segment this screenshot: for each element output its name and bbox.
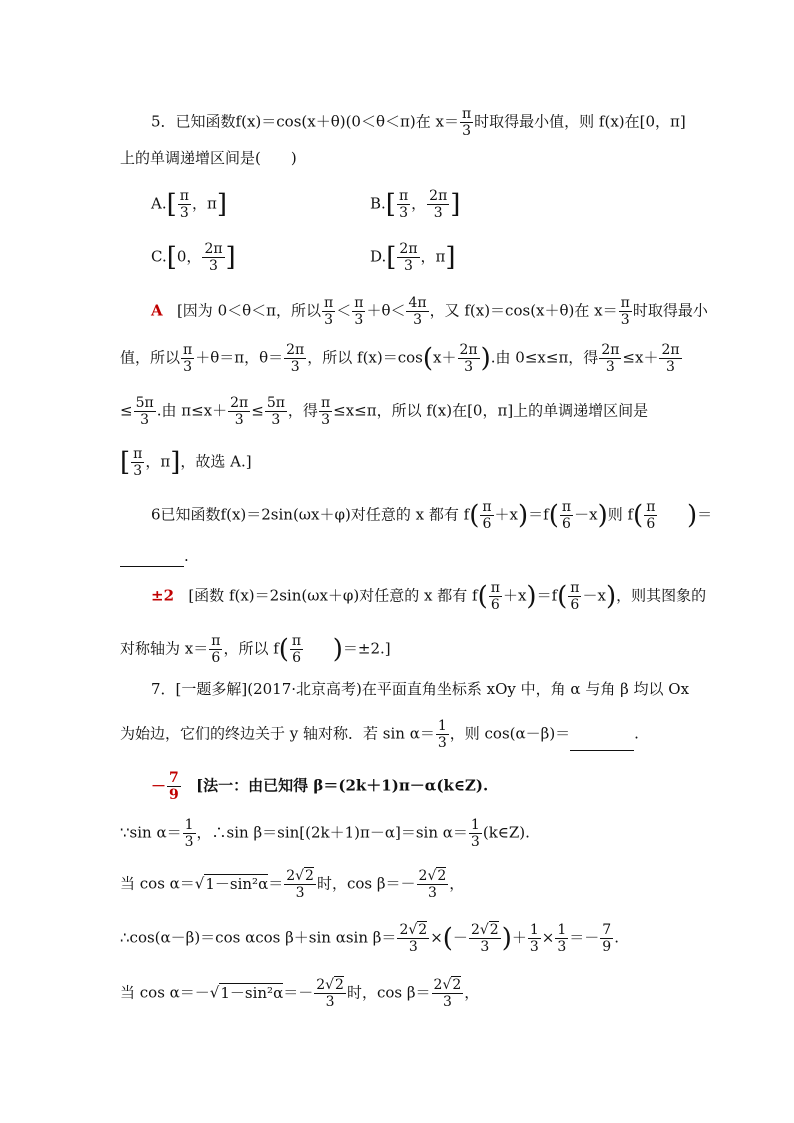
q6-stem-line1: 6已知函数f(x)＝2sin(ωx＋φ)对任意的 x 都有 f( $\frac{\pi}{6}$ ＋x)＝f( $\frac{\pi}{6}$ －x)则 f( $\frac{\pi}{6}$ )＝ [151, 499, 713, 532]
frac-den: 3 [462, 123, 472, 139]
frac-num: 7 [169, 770, 179, 786]
q7-sol-text: 时，cos β＝ [346, 983, 431, 1002]
option-label: A. [151, 194, 167, 213]
q5-sol-text: ，又 f(x)＝cos(x＋θ)在 x＝ [429, 301, 618, 320]
q5-sol-text: .由 π≤x＋ [156, 401, 228, 420]
frac-den: 3 [399, 205, 409, 221]
q5-option-c: C.[0， $\frac{2\pi}{3}$ ] [151, 241, 236, 274]
q5-sol-text: ，得 [287, 401, 318, 420]
q5-stem-a: 5．已知函数f(x)＝cos(x＋θ)(0＜θ＜π)在 x＝ [151, 112, 459, 131]
q7-sol-text: ∵sin α＝ [120, 823, 182, 842]
q5-sol-text: 时取得最小 [632, 301, 708, 320]
q5-stem-frac [460, 106, 473, 139]
frac-den: 3 [404, 258, 413, 274]
q5-solution-line2: 值，所以 $\frac{\pi}{3}$ ＋θ＝π，θ＝ $\frac{2\pi}{3}$ ，所以 f(x)＝cos(x＋ $\frac{2\pi}{3}$ ).由 0≤x≤π，得 $\frac{2\pi}{3}$ ≤x＋ $\frac{2\pi}{3}$ [120, 342, 680, 375]
q5-sol-text: [因为 0＜θ＜π，所以 [176, 301, 322, 320]
q7-stem-b: 为始边，它们的终边关于 y 轴对称．若 sin α＝ [120, 724, 435, 743]
q6-sol-text: ＝±2.] [342, 639, 391, 658]
q7-stem-c: ，则 cos(α－β)＝ [449, 724, 571, 743]
q6-answer-blank[interactable] [120, 550, 184, 567]
q5-stem-line1 [151, 106, 686, 139]
frac-den: 3 [209, 258, 218, 274]
frac-num: 2π [204, 241, 223, 257]
frac-num: 2π [429, 188, 448, 204]
q5-sol-text: 值，所以 [120, 348, 181, 367]
q7-stem-line1: 7．[一题多解](2017·北京高考)在平面直角坐标系 xOy 中，角 α 与角 β 均以 Ox [151, 680, 690, 698]
q5-sol-text: ≤x≤π，所以 f(x)在[0，π]上的单调递增区间是 [333, 401, 649, 420]
q5-sol-text: ，故选 A.] [180, 452, 252, 471]
q5-answer: A [151, 301, 163, 320]
frac-num: π [461, 106, 472, 122]
q7-stem-line2: 为始边，它们的终边关于 y 轴对称．若 sin α＝ $\frac{1}{3}$ ，则 cos(α－β)＝ . [120, 718, 639, 751]
q7-solution-line1 [151, 770, 488, 803]
q7-answer-blank[interactable] [570, 734, 634, 751]
q5-solution-line3: ≤ $\frac{5\pi}{3}$ .由 π≤x＋ $\frac{2\pi}{3}$ ≤ $\frac{5\pi}{3}$ ，得 $\frac{\pi}{3}$ ≤x≤π，所以 f(x)在[0，π]上的单调递增区间是 [120, 395, 649, 428]
q7-sol-text: 时，cos β＝－ [316, 874, 416, 893]
q5-sol-text: ≤ [120, 401, 133, 420]
q6-sol-text: ，所以 f [223, 639, 279, 658]
q5-sol-text: .由 0≤x≤π，得 [490, 348, 599, 367]
frac-den: 3 [179, 205, 189, 221]
q6-sol-text: 对称轴为 x＝ [120, 639, 209, 658]
q6-sol-text: ，则其图象的 [616, 586, 707, 605]
option-hi: π [435, 247, 446, 266]
q7-solution-line4: ∴cos(α－β)＝cos αcos β＋sin αsin β＝ $\frac{2√2}{3}$ ×(－ $\frac{2√2}{3}$ )＋ $\frac{1}{3}$ × $\frac{1}{3}$ ＝－ $\frac{7}{9}$ . [120, 922, 619, 955]
q7-sol-text: 当 cos α＝－ [120, 983, 210, 1002]
q7-solution-line3: 当 cos α＝√1－sin²α＝ $\frac{2√2}{3}$ 时，cos β＝－ $\frac{2√2}{3}$ ， [120, 868, 465, 901]
q7-sol-text: [法一：由已知得 β＝(2k＋1)π－α(k∈Z). [196, 776, 489, 795]
q5-stem-line2: 上的单调递增区间是( ) [120, 149, 297, 167]
q7-sol-text: 当 cos α＝ [120, 874, 195, 893]
q6-solution-line1: ±2 [函数 f(x)＝2sin(ωx＋φ)对任意的 x 都有 f( $\frac{\pi}{6}$ ＋x)＝f( $\frac{\pi}{6}$ －x)，则其图象的 [151, 580, 707, 613]
q6-stem-b: 则 f [607, 505, 634, 524]
q5-solution-line1: A [因为 0＜θ＜π，所以 $\frac{\pi}{3}$ ＜ $\frac{\pi}{3}$ ＋θ＜ $\frac{4\pi}{3}$ ，又 f(x)＝cos(x＋θ)在 x＝ $\frac{\pi}{3}$ 时取得最小 [151, 295, 708, 328]
q5-stem-b: 时取得最小值，则 f(x)在[0，π] [474, 112, 686, 131]
option-hi: π [206, 194, 217, 213]
option-label: C. [151, 247, 167, 266]
q5-option-d: D.[ $\frac{2\pi}{3}$ ，π] [370, 241, 456, 274]
q5-option-a: A.[ $\frac{\pi}{3}$ ，π] [151, 188, 227, 221]
q5-sol-text: ＋θ＝π，θ＝ [195, 348, 284, 367]
frac-num: 2π [399, 241, 418, 257]
q5-sol-text: ，所以 f(x)＝cos [307, 348, 423, 367]
q6-solution-line2: 对称轴为 x＝ $\frac{\pi}{6}$ ，所以 f( $\frac{\pi}{6}$ )＝±2.] [120, 633, 391, 666]
q6-stem-a: 6已知函数f(x)＝2sin(ωx＋φ)对任意的 x 都有 f [151, 505, 470, 524]
frac-den: 9 [169, 787, 179, 803]
q6-answer: ±2 [151, 586, 175, 605]
q7-answer: － $\frac{7}{9}$ [151, 770, 179, 803]
option-label: B. [370, 194, 386, 213]
q7-sol-text: ∴cos(α－β)＝cos αcos β＋sin αsin β＝ [120, 928, 397, 947]
frac-num: π [179, 188, 189, 204]
q6-stem-line2: . [120, 545, 189, 567]
q6-sol-text: [函数 f(x)＝2sin(ωx＋φ)对任意的 x 都有 f [188, 586, 478, 605]
option-lo: 0 [176, 247, 187, 266]
q7-sol-text: (k∈Z). [482, 823, 530, 842]
option-label: D. [370, 247, 387, 266]
q7-solution-line5: 当 cos α＝－√1－sin²α＝－ $\frac{2√2}{3}$ 时，cos β＝ $\frac{2√2}{3}$ ， [120, 977, 480, 1010]
frac-num: π [398, 188, 409, 204]
q7-sol-text: ，∴sin β＝sin[(2k＋1)π－α]＝sin α＝ [196, 823, 468, 842]
q7-solution-line2: ∵sin α＝ $\frac{1}{3}$ ，∴sin β＝sin[(2k＋1)π－α]＝sin α＝ $\frac{1}{3}$ (k∈Z). [120, 817, 530, 850]
frac-den: 3 [433, 205, 443, 221]
q5-solution-line4: [ $\frac{\pi}{3}$ ，π]，故选 A.] [120, 446, 252, 479]
q5-option-b: B.[ $\frac{\pi}{3}$ ， $\frac{2\pi}{3}$ ] [370, 188, 461, 221]
